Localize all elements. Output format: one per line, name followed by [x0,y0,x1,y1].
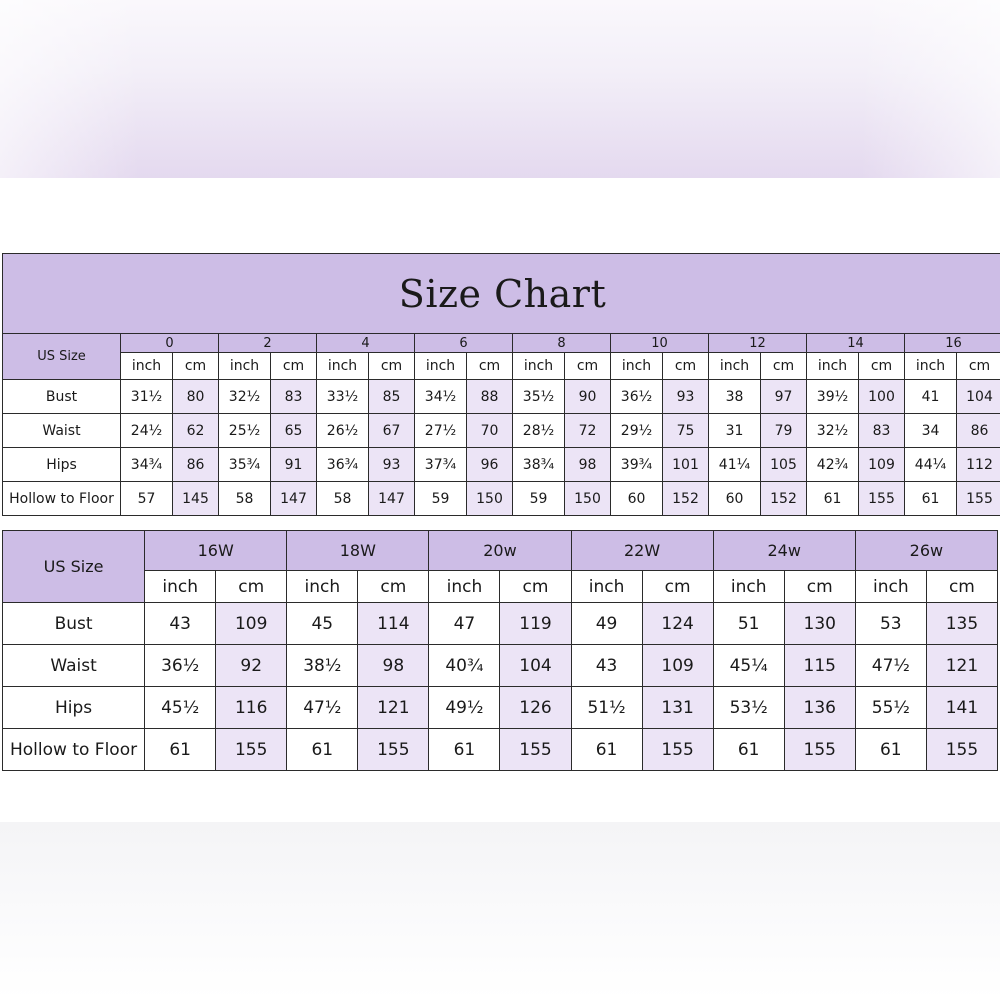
cm-value-cell: 155 [957,482,1000,516]
inch-value-cell: 51½ [571,687,642,729]
unit-header-cm: cm [642,571,713,603]
inch-value-cell: 61 [905,482,957,516]
inch-value-cell: 32½ [807,414,859,448]
inch-value-cell: 36½ [611,380,663,414]
unit-header-row [3,353,1000,380]
cm-value-cell: 109 [859,448,905,482]
inch-value-cell: 49½ [429,687,500,729]
inch-value-cell: 41 [905,380,957,414]
cm-value-cell: 150 [467,482,513,516]
cm-value-cell: 86 [957,414,1000,448]
unit-header-inch: inch [317,353,369,380]
table-row [3,729,998,771]
unit-header-cm: cm [500,571,571,603]
cm-value-cell: 152 [663,482,709,516]
inch-value-cell: 61 [571,729,642,771]
inch-value-cell: 27½ [415,414,467,448]
cm-value-cell: 155 [642,729,713,771]
cm-value-cell: 114 [358,603,429,645]
size-header-12: 12 [709,334,807,353]
inch-value-cell: 53½ [713,687,784,729]
size-header-16w: 16W [145,531,287,571]
cm-value-cell: 98 [565,448,611,482]
table-row [3,380,1000,414]
unit-header-inch: inch [571,571,642,603]
cm-value-cell: 104 [500,645,571,687]
cm-value-cell: 62 [173,414,219,448]
size-header-8: 8 [513,334,611,353]
inch-value-cell: 35¾ [219,448,271,482]
cm-value-cell: 155 [784,729,855,771]
size-chart-table-plus [2,530,998,771]
inch-value-cell: 44¼ [905,448,957,482]
cm-value-cell: 97 [761,380,807,414]
size-header-6: 6 [415,334,513,353]
inch-value-cell: 38¾ [513,448,565,482]
row-label: Hollow to Floor [3,729,145,771]
cm-value-cell: 121 [926,645,997,687]
cm-value-cell: 116 [216,687,287,729]
inch-value-cell: 53 [855,603,926,645]
inch-value-cell: 31½ [121,380,173,414]
inch-value-cell: 25½ [219,414,271,448]
cm-value-cell: 101 [663,448,709,482]
table-row [3,603,998,645]
inch-value-cell: 28½ [513,414,565,448]
unit-header-cm: cm [173,353,219,380]
inch-value-cell: 40¾ [429,645,500,687]
inch-value-cell: 59 [415,482,467,516]
size-chart-table-standard [2,253,1000,516]
cm-value-cell: 104 [957,380,1000,414]
row-label: Hips [3,687,145,729]
cm-value-cell: 121 [358,687,429,729]
us-size-header: US Size [3,334,121,380]
cm-value-cell: 147 [271,482,317,516]
cm-value-cell: 115 [784,645,855,687]
unit-header-inch: inch [429,571,500,603]
inch-value-cell: 33½ [317,380,369,414]
cm-value-cell: 155 [926,729,997,771]
unit-header-row [3,571,998,603]
table-row [3,645,998,687]
inch-value-cell: 43 [145,603,216,645]
cm-value-cell: 65 [271,414,317,448]
cm-value-cell: 130 [784,603,855,645]
inch-value-cell: 39¾ [611,448,663,482]
size-header-18w: 18W [287,531,429,571]
inch-value-cell: 47½ [855,645,926,687]
size-header-row [3,334,1000,353]
unit-header-inch: inch [855,571,926,603]
table-row [3,414,1000,448]
size-header-10: 10 [611,334,709,353]
inch-value-cell: 45½ [145,687,216,729]
cm-value-cell: 155 [500,729,571,771]
cm-value-cell: 88 [467,380,513,414]
unit-header-cm: cm [926,571,997,603]
table-row [3,482,1000,516]
unit-header-cm: cm [358,571,429,603]
inch-value-cell: 51 [713,603,784,645]
inch-value-cell: 41¼ [709,448,761,482]
cm-value-cell: 96 [467,448,513,482]
inch-value-cell: 34 [905,414,957,448]
cm-value-cell: 75 [663,414,709,448]
cm-value-cell: 141 [926,687,997,729]
cm-value-cell: 100 [859,380,905,414]
inch-value-cell: 39½ [807,380,859,414]
cm-value-cell: 79 [761,414,807,448]
size-header-2: 2 [219,334,317,353]
inch-value-cell: 32½ [219,380,271,414]
inch-value-cell: 34¾ [121,448,173,482]
cm-value-cell: 93 [663,380,709,414]
size-header-20w: 20w [429,531,571,571]
inch-value-cell: 59 [513,482,565,516]
cm-value-cell: 92 [216,645,287,687]
size-header-24w: 24w [713,531,855,571]
inch-value-cell: 38 [709,380,761,414]
unit-header-cm: cm [565,353,611,380]
inch-value-cell: 45¼ [713,645,784,687]
cm-value-cell: 112 [957,448,1000,482]
size-header-26w: 26w [855,531,997,571]
unit-header-inch: inch [807,353,859,380]
inch-value-cell: 47½ [287,687,358,729]
inch-value-cell: 55½ [855,687,926,729]
cm-value-cell: 155 [358,729,429,771]
size-header-14: 14 [807,334,905,353]
inch-value-cell: 61 [855,729,926,771]
unit-header-inch: inch [415,353,467,380]
cm-value-cell: 136 [784,687,855,729]
size-chart-title-cell [3,254,1000,334]
cm-value-cell: 145 [173,482,219,516]
unit-header-cm: cm [859,353,905,380]
row-label: Waist [3,645,145,687]
inch-value-cell: 36½ [145,645,216,687]
unit-header-inch: inch [709,353,761,380]
inch-value-cell: 58 [219,482,271,516]
unit-header-cm: cm [784,571,855,603]
unit-header-inch: inch [219,353,271,380]
row-label: Waist [3,414,121,448]
row-label: Bust [3,603,145,645]
unit-header-inch: inch [905,353,957,380]
inch-value-cell: 61 [807,482,859,516]
size-header-22w: 22W [571,531,713,571]
cm-value-cell: 155 [859,482,905,516]
unit-header-cm: cm [957,353,1000,380]
inch-value-cell: 29½ [611,414,663,448]
cm-value-cell: 109 [216,603,287,645]
cm-value-cell: 93 [369,448,415,482]
table-row [3,687,998,729]
inch-value-cell: 58 [317,482,369,516]
inch-value-cell: 61 [429,729,500,771]
top-background-band [0,0,1000,178]
cm-value-cell: 109 [642,645,713,687]
inch-value-cell: 36¾ [317,448,369,482]
inch-value-cell: 61 [145,729,216,771]
inch-value-cell: 43 [571,645,642,687]
unit-header-cm: cm [271,353,317,380]
inch-value-cell: 31 [709,414,761,448]
cm-value-cell: 119 [500,603,571,645]
cm-value-cell: 72 [565,414,611,448]
row-label: Hips [3,448,121,482]
table-row [3,448,1000,482]
inch-value-cell: 61 [287,729,358,771]
size-header-0: 0 [121,334,219,353]
bottom-background-band [0,822,1000,1000]
cm-value-cell: 80 [173,380,219,414]
inch-value-cell: 42¾ [807,448,859,482]
unit-header-inch: inch [145,571,216,603]
cm-value-cell: 83 [859,414,905,448]
cm-value-cell: 90 [565,380,611,414]
cm-value-cell: 70 [467,414,513,448]
cm-value-cell: 86 [173,448,219,482]
inch-value-cell: 34½ [415,380,467,414]
cm-value-cell: 124 [642,603,713,645]
inch-value-cell: 37¾ [415,448,467,482]
unit-header-cm: cm [761,353,807,380]
inch-value-cell: 60 [611,482,663,516]
inch-value-cell: 61 [713,729,784,771]
size-header-row [3,531,998,571]
cm-value-cell: 85 [369,380,415,414]
cm-value-cell: 150 [565,482,611,516]
unit-header-inch: inch [287,571,358,603]
inch-value-cell: 57 [121,482,173,516]
cm-value-cell: 155 [216,729,287,771]
unit-header-inch: inch [713,571,784,603]
cm-value-cell: 147 [369,482,415,516]
cm-value-cell: 152 [761,482,807,516]
inch-value-cell: 35½ [513,380,565,414]
row-label: Hollow to Floor [3,482,121,516]
cm-value-cell: 91 [271,448,317,482]
row-label: Bust [3,380,121,414]
cm-value-cell: 135 [926,603,997,645]
inch-value-cell: 49 [571,603,642,645]
inch-value-cell: 60 [709,482,761,516]
us-size-header: US Size [3,531,145,603]
cm-value-cell: 98 [358,645,429,687]
size-header-4: 4 [317,334,415,353]
inch-value-cell: 45 [287,603,358,645]
unit-header-cm: cm [369,353,415,380]
cm-value-cell: 67 [369,414,415,448]
cm-value-cell: 131 [642,687,713,729]
cm-value-cell: 83 [271,380,317,414]
unit-header-cm: cm [467,353,513,380]
page-title: Size Chart [398,271,607,316]
inch-value-cell: 26½ [317,414,369,448]
unit-header-cm: cm [663,353,709,380]
size-header-16: 16 [905,334,1000,353]
inch-value-cell: 24½ [121,414,173,448]
unit-header-inch: inch [513,353,565,380]
unit-header-cm: cm [216,571,287,603]
unit-header-inch: inch [121,353,173,380]
cm-value-cell: 105 [761,448,807,482]
inch-value-cell: 47 [429,603,500,645]
inch-value-cell: 38½ [287,645,358,687]
cm-value-cell: 126 [500,687,571,729]
unit-header-inch: inch [611,353,663,380]
